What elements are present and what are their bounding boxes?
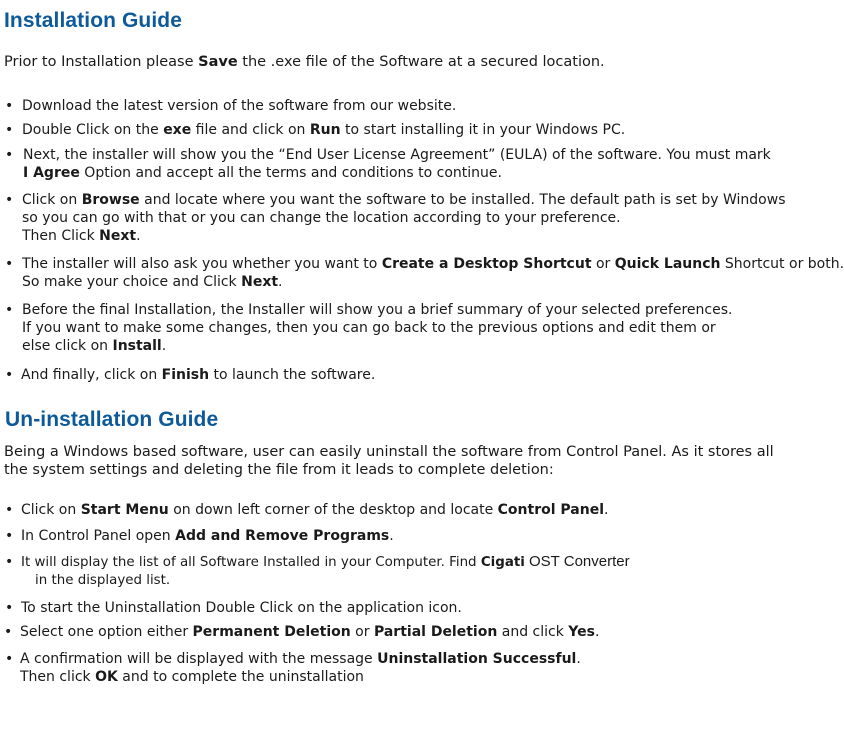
bullet-dot: • (5, 192, 14, 208)
bullet-dot: • (5, 367, 14, 383)
bullet-dot: • (5, 302, 14, 318)
uninstall-step-2: In Control Panel open Add and Remove Programs. (21, 528, 394, 544)
bullet-dot: • (5, 528, 14, 544)
bullet-dot: • (5, 651, 14, 667)
bullet-dot: • (5, 147, 14, 163)
uninstall-step-3: It will display the list of all Software Installed in your Computer. Find Cigati OST Converter in the displayed list. (21, 553, 630, 588)
installation-title: Installation Guide (4, 9, 182, 32)
bullet-dot: • (5, 98, 14, 114)
install-step-7: And finally, click on Finish to launch the software. (21, 367, 376, 383)
uninstallation-intro: Being a Windows based software, user can easily uninstall the software from Control Panel. As it stores all the system settings and deleting the file from it leads to complete deletion: (4, 444, 774, 478)
install-step-6: Before the final Installation, the Installer will show you a brief summary of your selected preferences. If you want to make some changes, then you can go back to the previous options and edit them or else click on Install. (22, 302, 733, 354)
bullet-dot: • (5, 502, 14, 518)
bullet-dot: • (5, 554, 14, 570)
install-step-4: Click on Browse and locate where you want the software to be installed. The default path is set by Windows so you can go with that or you can change the location according to your preference. Then Click Next. (22, 192, 786, 244)
install-step-1: Download the latest version of the software from our website. (22, 98, 457, 114)
bullet-dot: • (5, 122, 14, 138)
bullet-dot: • (4, 624, 13, 640)
install-step-3: Next, the installer will show you the “End User License Agreement” (EULA) of the software. You must mark I Agree Option and accept all the terms and conditions to continue. (23, 147, 771, 181)
uninstall-step-6: A confirmation will be displayed with the message Uninstallation Successful. Then click OK and to complete the uninstallation (20, 651, 581, 685)
bullet-dot: • (5, 256, 14, 272)
bullet-dot: • (5, 600, 14, 616)
uninstallation-title: Un-installation Guide (5, 408, 219, 431)
uninstall-step-4: To start the Uninstallation Double Click on the application icon. (21, 600, 462, 616)
uninstall-step-1: Click on Start Menu on down left corner of the desktop and locate Control Panel. (21, 502, 609, 518)
installation-intro: Prior to Installation please Save the .exe file of the Software at a secured location. (4, 54, 605, 70)
install-step-2: Double Click on the exe file and click on Run to start installing it in your Windows PC. (22, 122, 626, 138)
install-step-5: The installer will also ask you whether you want to Create a Desktop Shortcut or Quick Launch Shortcut or both. So make your choice and Click Next. (22, 256, 844, 290)
uninstall-step-5: Select one option either Permanent Deletion or Partial Deletion and click Yes. (20, 624, 600, 640)
